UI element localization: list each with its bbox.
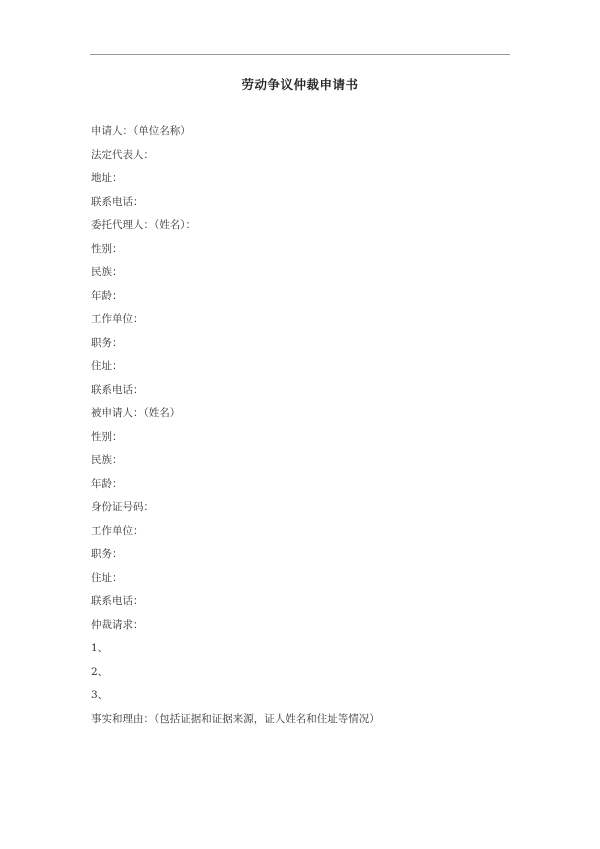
facts-and-reasons-line: 事实和理由：（包括证据和证据来源，证人姓名和住址等情况） bbox=[91, 712, 380, 725]
agent-position-line: 职务： bbox=[91, 336, 123, 349]
claim-item-1: 1、 bbox=[91, 642, 109, 654]
agent-ethnicity-line: 民族： bbox=[91, 266, 123, 278]
form-fields bbox=[91, 124, 380, 735]
agent-age-line: 年龄： bbox=[91, 289, 123, 302]
respondent-workplace-line: 工作单位： bbox=[91, 524, 144, 537]
agent-gender-line: 性别： bbox=[91, 242, 123, 255]
respondent-position-line: 职务： bbox=[91, 548, 123, 560]
legal-representative-line: 法定代表人： bbox=[91, 148, 154, 161]
respondent-phone-line: 联系电话： bbox=[91, 595, 144, 607]
agent-residence-line: 住址： bbox=[91, 360, 123, 372]
arbitration-claims-heading: 仲裁请求： bbox=[91, 618, 144, 631]
respondent-gender-line: 性别： bbox=[91, 430, 123, 443]
agent-phone-line: 联系电话： bbox=[91, 383, 144, 396]
respondent-age-line: 年龄： bbox=[91, 477, 123, 490]
applicant-unit-line: 申请人：（单位名称） bbox=[91, 125, 191, 137]
agent-workplace-line: 工作单位： bbox=[91, 313, 144, 325]
claim-item-3: 3、 bbox=[91, 689, 109, 701]
respondent-id-number-line: 身份证号码： bbox=[91, 501, 154, 513]
respondent-residence-line: 住址： bbox=[91, 571, 123, 584]
header-rule bbox=[90, 54, 510, 55]
applicant-phone-line: 联系电话： bbox=[91, 195, 144, 208]
respondent-ethnicity-line: 民族： bbox=[91, 454, 123, 466]
agent-name-line: 委托代理人：（姓名）： bbox=[91, 219, 196, 231]
respondent-name-line: 被申请人：（姓名） bbox=[91, 407, 181, 419]
claim-item-2: 2、 bbox=[91, 665, 109, 678]
document-title: 劳动争议仲裁申请书 bbox=[241, 77, 359, 92]
applicant-address-line: 地址： bbox=[91, 172, 123, 184]
